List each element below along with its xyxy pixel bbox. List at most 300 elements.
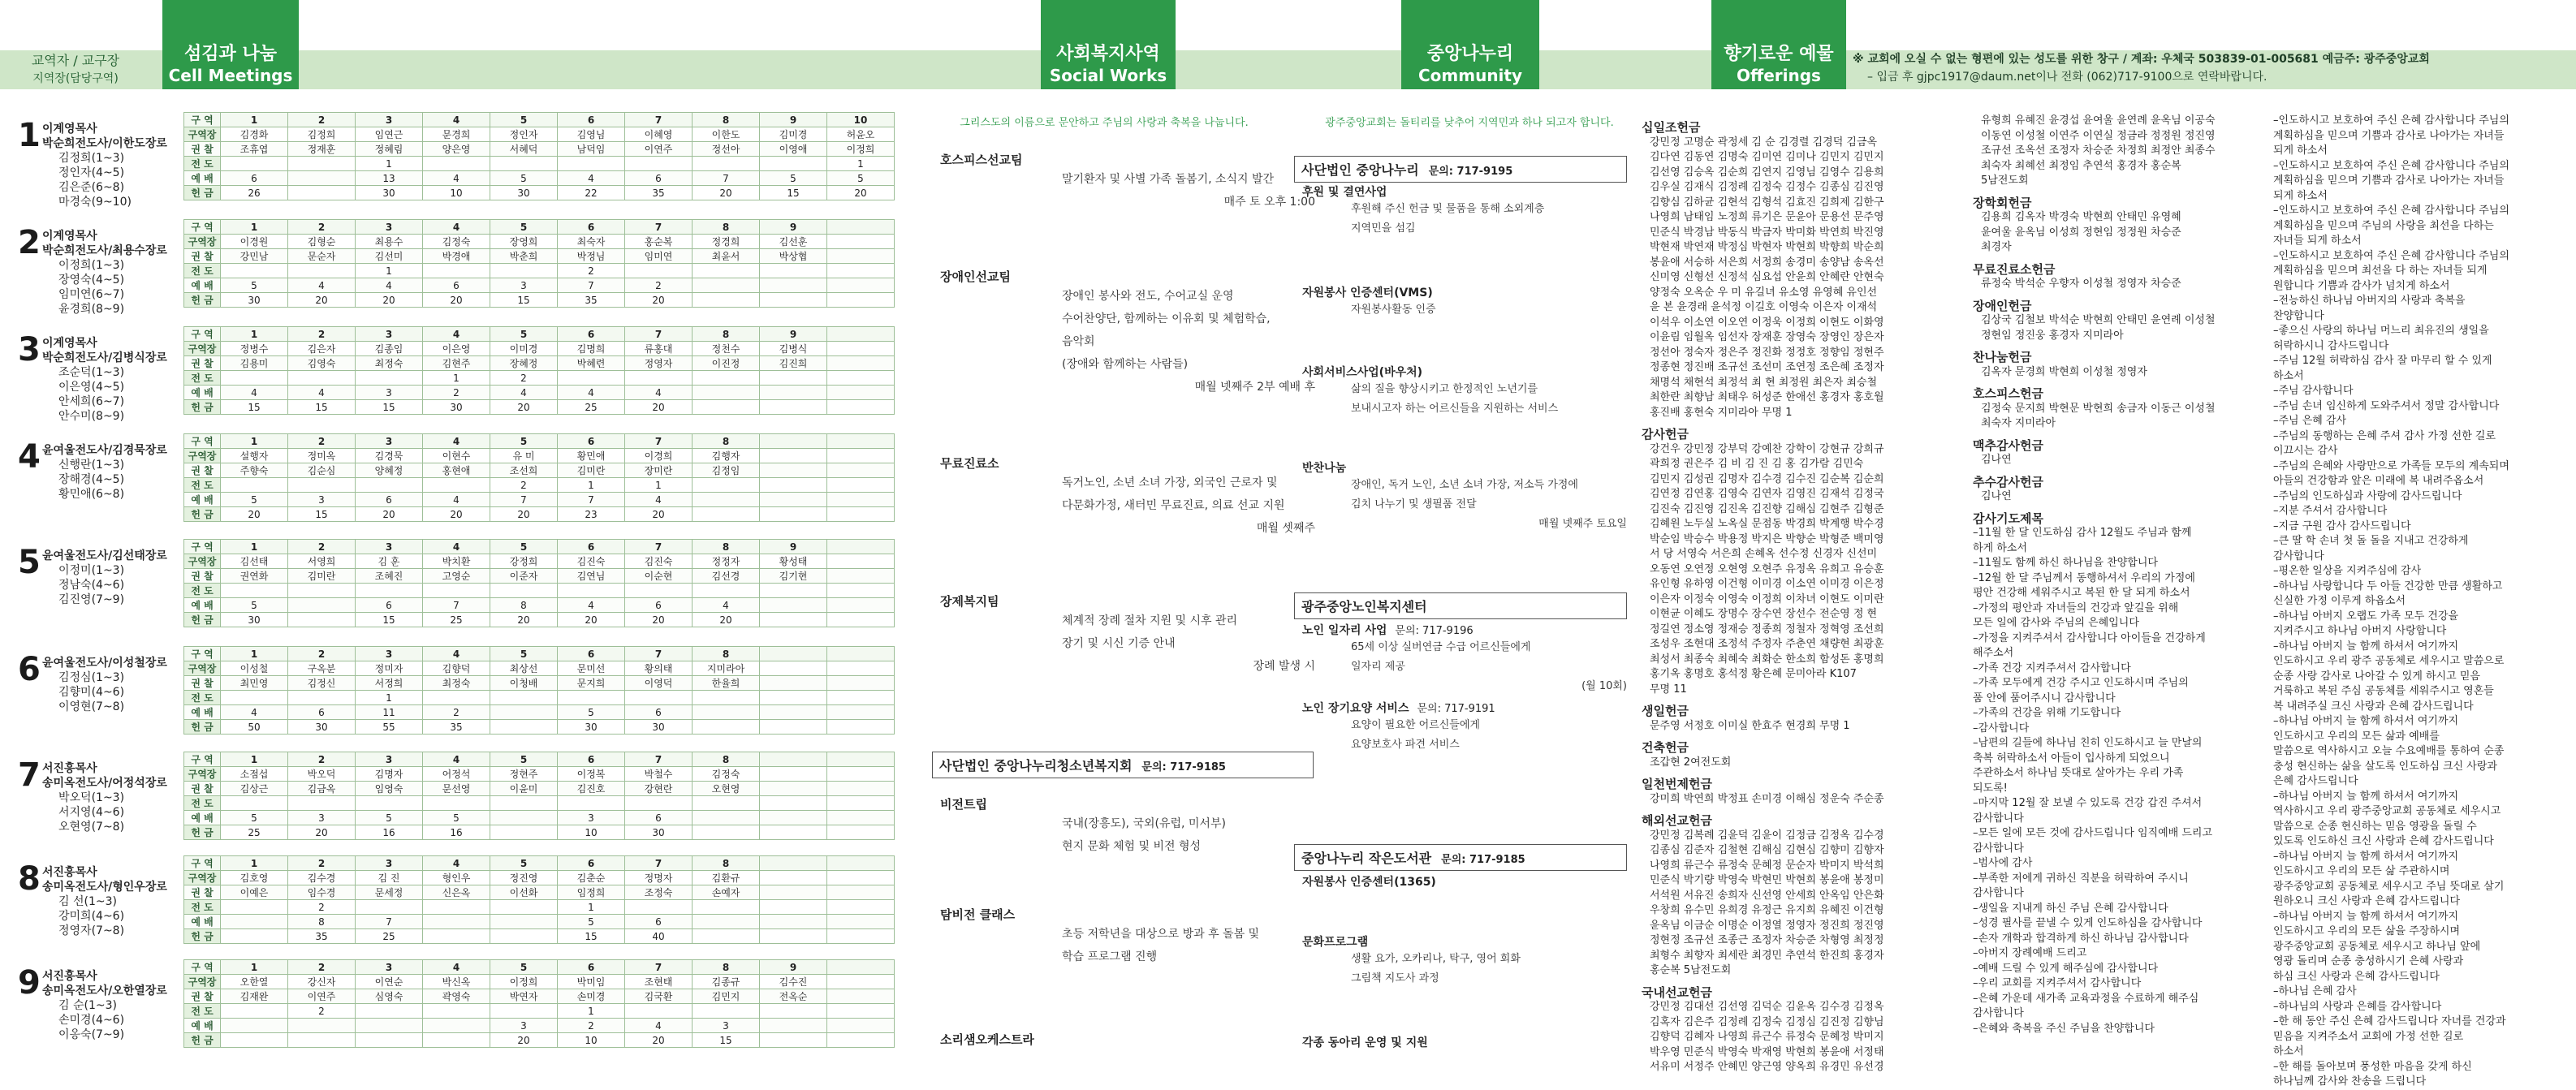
- table-cell: 김영숙: [288, 356, 356, 371]
- prayer-item: –하나님 아버지 늘 함께 하셔서 여기까지: [2273, 715, 2459, 727]
- row-header: 전 도: [184, 691, 221, 705]
- group-leaders: [42, 549, 180, 607]
- table-cell: 홍순복: [625, 235, 693, 249]
- table-cell: 15: [490, 293, 558, 308]
- table-cell: 장미란: [625, 463, 693, 478]
- table-row: [184, 871, 895, 885]
- offering-category: 찬나눔헌금: [1973, 350, 2032, 364]
- table-cell: [760, 157, 827, 171]
- section-title-ko: 사회복지사역: [1056, 44, 1160, 64]
- item-line: 후원해 주신 헌금 및 물품을 통해 소외계층: [1351, 203, 1545, 215]
- column-number: [827, 220, 895, 235]
- table-cell: 남덕임: [558, 142, 625, 157]
- table-cell: 4: [423, 171, 490, 186]
- prayer-item: 찬양합니다: [2273, 309, 2324, 322]
- prayer-item: 품 안에 품어주시니 감사합니다: [1973, 691, 2116, 704]
- library-heading: [1294, 844, 1627, 871]
- prayer-item: 은혜 감사드립니다: [2273, 775, 2358, 787]
- table-cell: 2: [490, 478, 558, 493]
- table-cell: 16: [423, 825, 490, 840]
- table-cell: [693, 811, 760, 825]
- library-item: [1302, 1034, 1627, 1050]
- table-cell: [760, 1004, 827, 1019]
- offering-names: 김옥자 문경희 박현희 이성철 정영자: [1981, 365, 2147, 378]
- prayer-item: 감사합니다: [1973, 887, 2024, 899]
- column-number: [760, 647, 827, 661]
- table-row: [184, 767, 895, 782]
- table-cell: 이영애: [760, 142, 827, 157]
- table-cell: 김정숙: [423, 235, 490, 249]
- table-cell: [693, 825, 760, 840]
- table-cell: [625, 264, 693, 278]
- table-cell: 30: [625, 720, 693, 735]
- item-line: 국내(장흥도), 국외(유럽, 미서부): [1062, 817, 1226, 830]
- table-header-row: [184, 752, 895, 767]
- offering-names: 정길연 정소영 정재승 정종희 정철자 정혁영 조선희: [1650, 623, 1884, 635]
- offering-names: 오동연 오연정 오현영 오현주 유정옥 유희고 유승훈: [1650, 562, 1884, 575]
- table-cell: 3: [558, 811, 625, 825]
- prayer-item: 인도하시고 우리의 모든 삶 주관하시며: [2273, 865, 2450, 877]
- offering-names: 윤옥님 이금순 이명순 이정열 정영자 정진희 정진영: [1650, 919, 1884, 932]
- table-cell: [827, 278, 895, 293]
- table-cell: [356, 900, 423, 915]
- table-cell: [490, 929, 558, 944]
- table-cell: [490, 705, 558, 720]
- table-cell: [760, 293, 827, 308]
- column-number: [827, 327, 895, 342]
- table-cell: [760, 598, 827, 613]
- column-number: 9: [760, 113, 827, 127]
- column-number: 6: [558, 327, 625, 342]
- offering-names: 조성우 조현대 조정석 주정자 주춘연 채량현 최광훈: [1650, 638, 1884, 650]
- offering-names: 김나연: [1981, 454, 2012, 466]
- table-cell: 20: [490, 507, 558, 522]
- column-number: 3: [356, 540, 423, 554]
- table-cell: 권연화: [221, 569, 288, 584]
- table-cell: [625, 1004, 693, 1019]
- table-cell: 4: [288, 278, 356, 293]
- table-cell: 이연주: [288, 989, 356, 1004]
- column-number: [827, 434, 895, 449]
- table-row: [184, 400, 895, 415]
- table-cell: 이한도: [693, 127, 760, 142]
- column-number: 1: [221, 434, 288, 449]
- offering-names: 김정숙 문지희 박현문 박현희 송금자 이동근 이성철: [1981, 402, 2216, 415]
- column-number: 7: [625, 220, 693, 235]
- table-row: [184, 278, 895, 293]
- table-cell: [288, 598, 356, 613]
- offering-names: 윤 본 윤경래 윤석정 이길호 이영숙 이은자 이재석: [1650, 301, 1878, 313]
- table-header-row: [184, 327, 895, 342]
- table-cell: [827, 449, 895, 463]
- table-cell: 정진영: [490, 871, 558, 885]
- table-cell: 김민지: [693, 989, 760, 1004]
- table-cell: [827, 342, 895, 356]
- table-cell: 20: [356, 293, 423, 308]
- table-cell: 20: [693, 613, 760, 627]
- prayer-item: –주님 은혜 감사: [2273, 415, 2347, 427]
- prayer-item: 자녀들 되게 하소서: [2273, 235, 2362, 247]
- table-cell: [827, 929, 895, 944]
- table-cell: 20: [625, 507, 693, 522]
- org-name: 중앙나누리 작은도서관: [1301, 851, 1432, 866]
- row-header: 구 역: [184, 960, 221, 975]
- table-cell: 박연자: [490, 989, 558, 1004]
- table-cell: 김진호: [558, 782, 625, 796]
- table-cell: [827, 871, 895, 885]
- item-title: 장애인선교팀: [940, 269, 1011, 284]
- table-cell: [221, 264, 288, 278]
- table-cell: 김미란: [288, 569, 356, 584]
- table-cell: [827, 598, 895, 613]
- table-cell: 문선영: [423, 782, 490, 796]
- table-cell: [760, 796, 827, 811]
- table-header-row: [184, 540, 895, 554]
- offering-names: 강민정 고명순 곽정세 김 순 김경렬 김경덕 김금옥: [1650, 136, 1878, 149]
- table-cell: [356, 584, 423, 598]
- table-cell: [760, 507, 827, 522]
- prayer-item: 말씀으로 순종 현신하는 믿음 영광을 돌릴 수: [2273, 820, 2477, 833]
- table-cell: 김미경: [760, 127, 827, 142]
- table-cell: 6: [356, 493, 423, 507]
- table-cell: [558, 371, 625, 386]
- table-cell: 이예은: [221, 885, 288, 900]
- item-line: 다문화가정, 새터민 무료진료, 의료 선교 지원: [1062, 499, 1285, 512]
- table-cell: 20: [625, 1033, 693, 1048]
- table-cell: 7: [423, 598, 490, 613]
- table-cell: [827, 676, 895, 691]
- table-cell: 20: [423, 507, 490, 522]
- table-cell: 3: [288, 493, 356, 507]
- table-cell: [221, 1033, 288, 1048]
- item-line: 요양보호사 파견 서비스: [1351, 739, 1460, 751]
- item-line: 음악회: [1062, 335, 1095, 348]
- offering-names: 김민지 김성권 김명자 김수경 김수진 김순복 김순희: [1650, 472, 1884, 485]
- row-header: 전 도: [184, 584, 221, 598]
- district-leader: 강미희(4~6): [58, 910, 125, 923]
- prayer-item: 아들의 건강함과 앞은 미래에 복 내려주옵소서: [2273, 475, 2484, 487]
- table-row: [184, 186, 895, 200]
- table-cell: 7: [490, 493, 558, 507]
- section-title-en: Social Works: [1049, 66, 1167, 85]
- table-cell: [288, 157, 356, 171]
- table-cell: 2: [558, 1019, 625, 1033]
- prayer-item: –생일을 지내게 하신 주님 은혜 감사합니다: [1973, 902, 2168, 915]
- table-cell: 설행자: [221, 449, 288, 463]
- table-cell: 이경원: [221, 235, 288, 249]
- item-line: 김치 나누기 및 생필품 전달: [1351, 498, 1477, 511]
- table-cell: [356, 1033, 423, 1048]
- prayer-item: –한 해 동안 주신 은혜 감사드립니다 자녀를 건강과: [2273, 1015, 2506, 1028]
- table-row: [184, 449, 895, 463]
- table-cell: 30: [356, 186, 423, 200]
- table-cell: 4: [693, 598, 760, 613]
- prayer-item: 감사합니다: [1973, 812, 2024, 825]
- section-tab-cell-meetings: [162, 0, 299, 89]
- table-cell: [625, 691, 693, 705]
- table-row: [184, 705, 895, 720]
- library-item: [1302, 933, 1627, 989]
- table-cell: 김용미: [221, 356, 288, 371]
- table-cell: 2: [423, 386, 490, 400]
- column-number: 3: [356, 752, 423, 767]
- table-cell: 2: [288, 1004, 356, 1019]
- table-cell: [490, 157, 558, 171]
- youth-program-item: [940, 795, 1322, 858]
- table-cell: 20: [288, 825, 356, 840]
- table-cell: 이정희: [827, 142, 895, 157]
- table-cell: 3: [288, 811, 356, 825]
- cell-group: [0, 539, 962, 664]
- table-cell: 20: [288, 293, 356, 308]
- column-number: [827, 647, 895, 661]
- table-cell: 이준자: [490, 569, 558, 584]
- item-line: 독거노인, 소년 소녀 가장, 외국인 근로자 및: [1062, 476, 1278, 489]
- group-leaders: [42, 229, 180, 317]
- offerings-column-2: [1973, 114, 2273, 1036]
- offering-category: 장애인헌금: [1973, 298, 2032, 313]
- column-number: 5: [490, 540, 558, 554]
- table-cell: 26: [221, 186, 288, 200]
- table-cell: 어정석: [423, 767, 490, 782]
- column-number: 8: [693, 960, 760, 975]
- table-cell: [423, 796, 490, 811]
- prayer-item: 인도하시고 우리의 모든 삶을 주장하시며: [2273, 925, 2461, 937]
- table-cell: [221, 796, 288, 811]
- item-title: 호스피스선교팀: [940, 153, 1023, 167]
- table-cell: [356, 371, 423, 386]
- section-title-ko: 섬김과 나눔: [184, 44, 277, 64]
- table-row: [184, 676, 895, 691]
- pastor-name: 서진흥목사: [42, 762, 97, 775]
- prayer-item: 되게 하소서: [2273, 144, 2328, 157]
- cell-group: [0, 959, 962, 1084]
- row-header: 전 도: [184, 371, 221, 386]
- table-row: [184, 1004, 895, 1019]
- district-leader: 마경숙(9~10): [58, 196, 132, 209]
- group-number: 2: [18, 224, 41, 261]
- offering-names: 김우실 김재식 김정례 김정숙 김정수 김종심 김진영: [1650, 181, 1884, 193]
- district-leader: 황민애(6~8): [58, 488, 125, 501]
- offering-names: 김진숙 김진영 김진옥 김진향 김해심 김현주 김형준: [1650, 502, 1884, 515]
- column-number: 4: [423, 113, 490, 127]
- district-leader: 조순덕(1~3): [58, 366, 125, 379]
- table-row: [184, 371, 895, 386]
- column-number: 10: [827, 113, 895, 127]
- row-header: 헌 금: [184, 613, 221, 627]
- table-cell: 김정신: [288, 676, 356, 691]
- prayer-item: 광주중앙교회 공동체로 세우시고 주님 뜻대로 살기: [2273, 880, 2505, 893]
- cell-table: [183, 855, 895, 944]
- row-header: 권 찰: [184, 249, 221, 264]
- column-number: 5: [490, 856, 558, 871]
- row-header: 권 찰: [184, 676, 221, 691]
- item-note: 매주 토 오후 1:00: [1223, 196, 1315, 209]
- row-header: 구역장: [184, 975, 221, 989]
- table-cell: 최민영: [221, 676, 288, 691]
- table-cell: [827, 989, 895, 1004]
- table-cell: [693, 264, 760, 278]
- table-cell: 7: [693, 171, 760, 186]
- row-header: 전 도: [184, 478, 221, 493]
- offering-names: 김선영 김승옥 김순희 김연지 김영님 김영수 김용희: [1650, 166, 1884, 179]
- offering-names: 강건우 강민정 강부덕 강예찬 강학이 강현규 강희규: [1650, 442, 1884, 455]
- table-cell: 20: [625, 613, 693, 627]
- table-cell: 최윤서: [693, 249, 760, 264]
- row-header: 권 찰: [184, 569, 221, 584]
- row-header: 구 역: [184, 540, 221, 554]
- table-cell: 박정님: [558, 249, 625, 264]
- table-cell: 4: [625, 493, 693, 507]
- table-cell: [625, 796, 693, 811]
- table-cell: 5: [221, 493, 288, 507]
- table-cell: 30: [423, 400, 490, 415]
- column-number: 7: [625, 856, 693, 871]
- table-cell: [490, 720, 558, 735]
- table-cell: 김명희: [558, 342, 625, 356]
- senior-center-item: [1302, 700, 1627, 755]
- table-cell: [827, 1019, 895, 1033]
- table-row: [184, 584, 895, 598]
- table-cell: 서혜덕: [490, 142, 558, 157]
- table-cell: [693, 371, 760, 386]
- table-cell: [693, 720, 760, 735]
- district-leader: 장해경(4~5): [58, 473, 125, 486]
- column-number: [827, 856, 895, 871]
- table-cell: 4: [558, 598, 625, 613]
- table-cell: 20: [490, 400, 558, 415]
- table-cell: 25: [423, 613, 490, 627]
- item-title: 소리샘오케스트라: [940, 1032, 1034, 1047]
- row-header: 헌 금: [184, 825, 221, 840]
- table-row: [184, 613, 895, 627]
- cell-table: [183, 539, 895, 627]
- item-line: 장애인 봉사와 전도, 수어교실 운영: [1062, 290, 1234, 303]
- youth-program-item: [940, 906, 1322, 968]
- nanuri-item: [1302, 284, 1627, 320]
- table-cell: 김정숙: [693, 767, 760, 782]
- table-cell: 6: [288, 705, 356, 720]
- table-cell: 이진정: [693, 356, 760, 371]
- table-cell: [288, 478, 356, 493]
- table-cell: 임정희: [558, 885, 625, 900]
- table-cell: [827, 249, 895, 264]
- table-cell: [423, 1019, 490, 1033]
- table-cell: 김기현: [760, 569, 827, 584]
- table-cell: 손예자: [693, 885, 760, 900]
- pastor-name: 이계영목사: [42, 230, 97, 243]
- table-cell: [221, 1019, 288, 1033]
- district-leader: 윤경희(8~9): [58, 303, 125, 316]
- org-phone: 문의: 717-9185: [1441, 854, 1525, 866]
- table-cell: 정경희: [693, 235, 760, 249]
- prayer-item: –하나님 아버지 오랩도 가족 모두 건강을: [2273, 610, 2459, 623]
- column-number: 4: [423, 540, 490, 554]
- offering-names: 정종현 정진배 조규선 조선미 조연정 조은혜 조정자: [1650, 361, 1884, 373]
- social-work-item: [940, 268, 1322, 399]
- table-cell: 김금옥: [288, 782, 356, 796]
- item-line: 학습 프로그램 진행: [1062, 950, 1158, 963]
- group-number: 7: [18, 756, 41, 794]
- table-cell: [490, 811, 558, 825]
- table-cell: 5: [221, 278, 288, 293]
- table-cell: [760, 613, 827, 627]
- table-row: [184, 598, 895, 613]
- table-cell: 정인자: [490, 127, 558, 142]
- row-header: 구역장: [184, 342, 221, 356]
- table-cell: 김진숙: [625, 554, 693, 569]
- table-header-row: [184, 220, 895, 235]
- prayer-item: 신실한 가정 이루게 하옵소서: [2273, 595, 2406, 607]
- table-cell: [760, 493, 827, 507]
- table-cell: [827, 371, 895, 386]
- table-cell: 35: [288, 929, 356, 944]
- table-cell: 문세정: [356, 885, 423, 900]
- column-number: 1: [221, 113, 288, 127]
- table-cell: 1: [356, 157, 423, 171]
- column-number: 3: [356, 327, 423, 342]
- table-header-row: [184, 647, 895, 661]
- prayer-item: 말씀으로 역사하시고 오늘 수요예배를 통하여 순종: [2273, 745, 2505, 757]
- table-cell: [760, 371, 827, 386]
- district-leader: 이정희(1~3): [58, 259, 125, 272]
- row-header: 예 배: [184, 705, 221, 720]
- table-cell: [288, 796, 356, 811]
- table-cell: 30: [221, 613, 288, 627]
- table-cell: 5: [558, 915, 625, 929]
- prayer-item: 되게 하소서: [2273, 189, 2328, 202]
- notice-line: – 입금 후 gjpc1917@daum.net이나 전화 (062)717-9100으로 연락바랍니다.: [1867, 71, 2267, 84]
- offering-category: 맥추감사헌금: [1973, 437, 2043, 453]
- table-cell: 2: [625, 278, 693, 293]
- table-cell: 김형순: [288, 235, 356, 249]
- table-row: [184, 171, 895, 186]
- row-header: 구 역: [184, 856, 221, 871]
- prayer-item: 광주중앙교회 공동체로 세우시고 하나님 앞에: [2273, 940, 2481, 953]
- table-cell: 김선경: [693, 569, 760, 584]
- table-cell: 정선아: [693, 142, 760, 157]
- table-cell: [288, 584, 356, 598]
- table-cell: 김연님: [558, 569, 625, 584]
- column-number: 8: [693, 434, 760, 449]
- table-cell: 15: [221, 400, 288, 415]
- table-cell: 3: [490, 1019, 558, 1033]
- prayer-item: –가족 건강 지켜주셔서 감사합니다: [1973, 661, 2131, 674]
- table-cell: [625, 584, 693, 598]
- column-number: 9: [760, 960, 827, 975]
- table-cell: 4: [221, 386, 288, 400]
- table-cell: 15: [356, 400, 423, 415]
- prayer-item: 계획하심을 믿으며 최선을 다 하는 자녀들 되게: [2273, 265, 2488, 277]
- column-number: 7: [625, 540, 693, 554]
- prayer-item: –하나님 사랑합니다 두 아들 건강한 만큼 생활하고: [2273, 579, 2503, 592]
- table-cell: 30: [490, 186, 558, 200]
- column-number: 2: [288, 220, 356, 235]
- item-line: 생활 요가, 오카리나, 탁구, 영어 회화: [1351, 953, 1521, 965]
- table-cell: 20: [356, 507, 423, 522]
- column-number: 3: [356, 647, 423, 661]
- cell-group: [0, 326, 962, 451]
- offering-names: 유인형 유하영 이건형 이미경 이소연 이미경 이은정: [1650, 578, 1884, 590]
- table-cell: [827, 584, 895, 598]
- table-cell: 7: [558, 493, 625, 507]
- offering-names: 이윤림 임월옥 임선자 장재훈 장영숙 장영인 장은자: [1650, 331, 1884, 343]
- table-cell: 조정숙: [625, 885, 693, 900]
- table-row: [184, 900, 895, 915]
- table-cell: 강신자: [288, 975, 356, 989]
- prayer-item: 모든 일에 감사와 주님의 은혜입니다: [1973, 617, 2139, 629]
- prayer-item: –지금 구원 감사 감사드립니다: [2273, 519, 2411, 532]
